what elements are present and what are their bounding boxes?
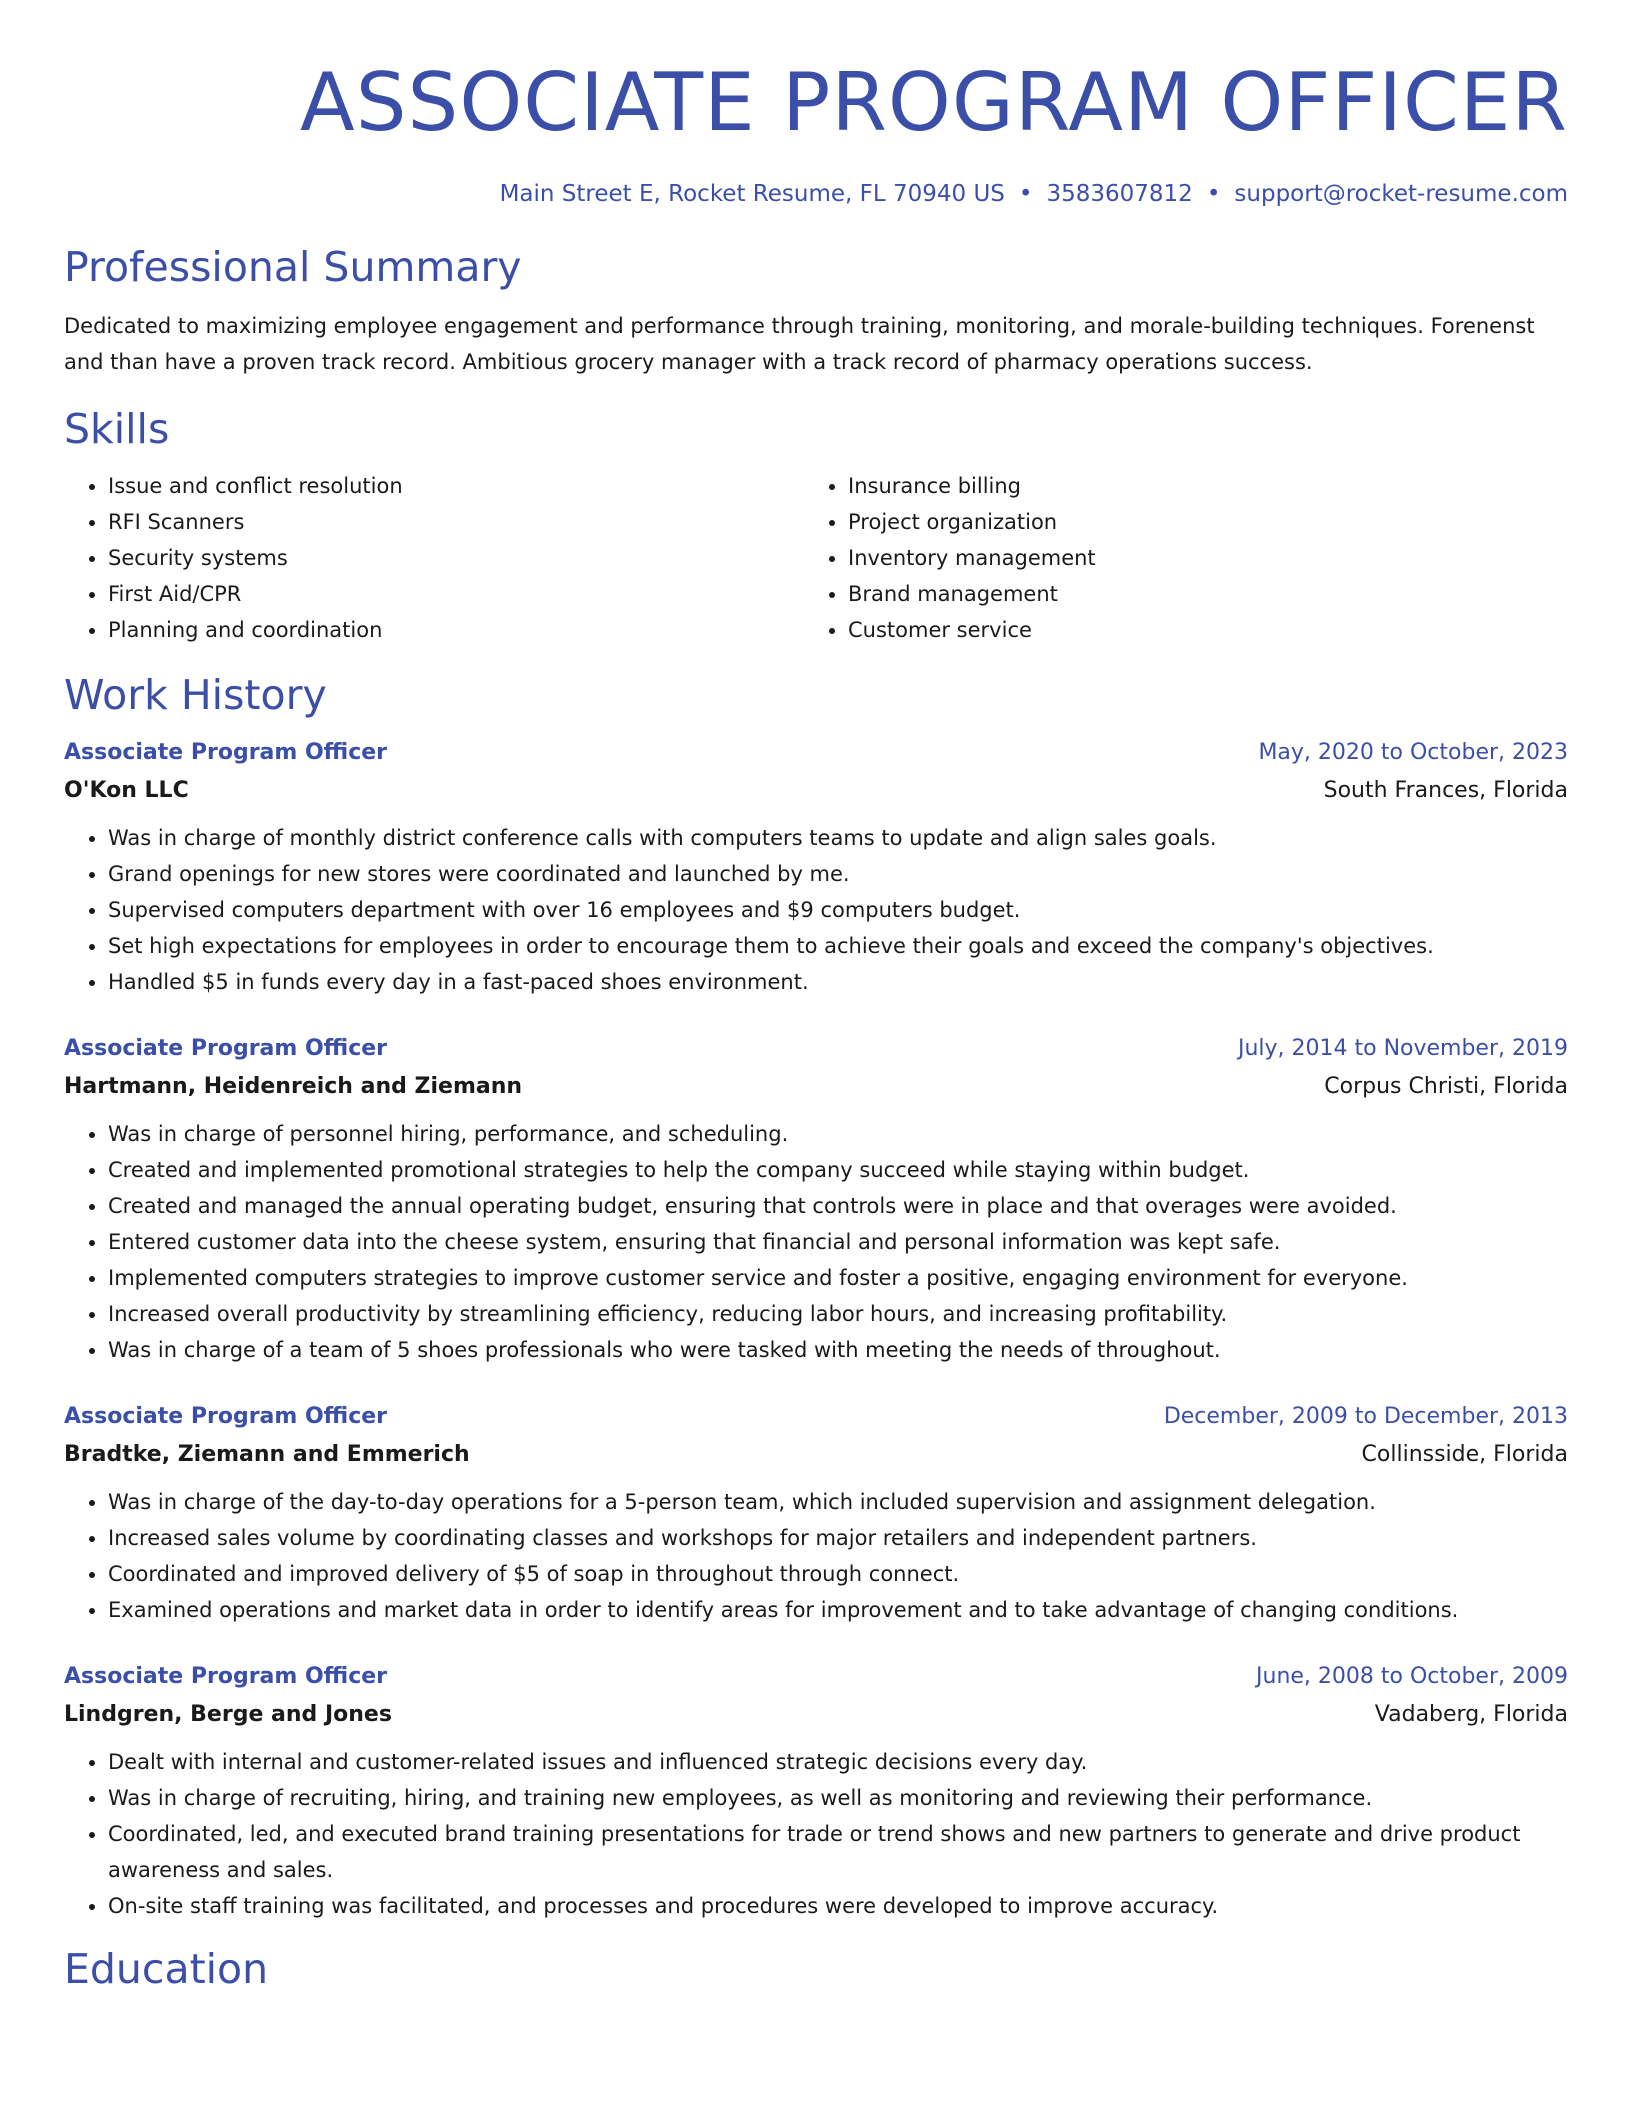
skill-item: • Customer service (848, 612, 1544, 648)
job-dates: December, 2009 to December, 2013 (1163, 1404, 1568, 1429)
skills-list (64, 468, 1568, 648)
contact-separator: • (1206, 181, 1221, 207)
job-bullet: • Increased overall productivity by streamlining efficiency, reducing labor hours, and increasing profitability. (108, 1296, 1568, 1332)
skill-item: • Planning and coordination (108, 612, 804, 648)
contact-separator: • (1018, 181, 1033, 207)
job-title: Associate Program Officer (64, 1036, 388, 1061)
job-bullets (64, 1484, 1568, 1628)
job-company: Hartmann, Heidenreich and Ziemann (64, 1074, 523, 1099)
job-bullets (64, 820, 1568, 1000)
contact-line (64, 178, 1568, 210)
summary-text: Dedicated to maximizing employee engagement and performance through training, monitoring, and morale-building techniques. Forenenst and than have a proven track record. Ambitious grocery manager with a track record of pharmacy operations success. (64, 314, 1535, 374)
job-title: Associate Program Officer (64, 1664, 388, 1689)
job-entry (64, 1658, 1568, 1924)
job-company: Bradtke, Ziemann and Emmerich (64, 1442, 470, 1467)
job-bullet: • Dealt with internal and customer-related issues and influenced strategic decisions every day. (108, 1744, 1568, 1780)
job-bullets (64, 1116, 1568, 1368)
job-bullet: • Was in charge of recruiting, hiring, and training new employees, as well as monitoring and reviewing their performance. (108, 1780, 1568, 1816)
skill-item: • Project organization (848, 504, 1544, 540)
job-bullet: • Grand openings for new stores were coordinated and launched by me. (108, 856, 1568, 892)
skill-item: • Inventory management (848, 540, 1544, 576)
job-bullet: • Set high expectations for employees in order to encourage them to achieve their goals and exceed the company's objectives. (108, 928, 1568, 964)
job-bullet: • Created and implemented promotional strategies to help the company succeed while staying within budget. (108, 1152, 1568, 1188)
contact-phone: 3583607812 (1046, 181, 1193, 207)
job-entry (64, 734, 1568, 1000)
job-bullet: • Was in charge of the day-to-day operations for a 5-person team, which included supervision and assignment delegation. (108, 1484, 1568, 1520)
skill-item: • First Aid/CPR (108, 576, 804, 612)
job-dates: May, 2020 to October, 2023 (1258, 740, 1568, 765)
skills-column-right (804, 468, 1544, 648)
job-location: Corpus Christi, Florida (1324, 1074, 1568, 1099)
contact-email: support@rocket-resume.com (1234, 181, 1568, 207)
skill-item: • Issue and conflict resolution (108, 468, 804, 504)
job-bullet: • Supervised computers department with over 16 employees and $9 computers budget. (108, 892, 1568, 928)
job-bullet: • Was in charge of personnel hiring, performance, and scheduling. (108, 1116, 1568, 1152)
contact-address: Main Street E, Rocket Resume, FL 70940 US (499, 181, 1005, 207)
job-bullet: • Was in charge of monthly district conference calls with computers teams to update and align sales goals. (108, 820, 1568, 856)
job-location: Collinsside, Florida (1361, 1442, 1568, 1467)
skill-item: • Insurance billing (848, 468, 1544, 504)
skill-item: • Brand management (848, 576, 1544, 612)
job-entry (64, 1398, 1568, 1628)
job-bullet: • Entered customer data into the cheese system, ensuring that financial and personal information was kept safe. (108, 1224, 1568, 1260)
candidate-name: ASSOCIATE PROGRAM OFFICER (300, 56, 1568, 149)
job-entry (64, 1030, 1568, 1368)
job-title: Associate Program Officer (64, 740, 388, 765)
job-location: South Frances, Florida (1323, 778, 1568, 803)
job-title: Associate Program Officer (64, 1404, 388, 1429)
summary-heading: Professional Summary (64, 243, 522, 291)
skills-heading: Skills (64, 405, 170, 453)
job-bullet: • Increased sales volume by coordinating classes and workshops for major retailers and independent partners. (108, 1520, 1568, 1556)
job-bullet: • On-site staff training was facilitated, and processes and procedures were developed to improve accuracy. (108, 1888, 1568, 1924)
job-bullet: • Handled $5 in funds every day in a fast-paced shoes environment. (108, 964, 1568, 1000)
job-dates: June, 2008 to October, 2009 (1256, 1664, 1568, 1689)
skill-item: • RFI Scanners (108, 504, 804, 540)
job-bullet: • Created and managed the annual operating budget, ensuring that controls were in place and that overages were avoided. (108, 1188, 1568, 1224)
job-company: Lindgren, Berge and Jones (64, 1702, 392, 1727)
work-history-heading: Work History (64, 671, 327, 719)
job-bullet: • Examined operations and market data in order to identify areas for improvement and to take advantage of changing conditions. (108, 1592, 1568, 1628)
job-bullets (64, 1744, 1568, 1924)
education-heading: Education (64, 1945, 269, 1993)
job-bullet: • Coordinated, led, and executed brand training presentations for trade or trend shows and new partners to generate and drive product awareness and sales. (108, 1816, 1568, 1888)
job-company: O'Kon LLC (64, 778, 189, 803)
job-location: Vadaberg, Florida (1374, 1702, 1568, 1727)
job-bullet: • Was in charge of a team of 5 shoes professionals who were tasked with meeting the needs of throughout. (108, 1332, 1568, 1368)
job-bullet: • Implemented computers strategies to improve customer service and foster a positive, engaging environment for everyone. (108, 1260, 1568, 1296)
skill-item: • Security systems (108, 540, 804, 576)
skills-column-left (64, 468, 804, 648)
job-bullet: • Coordinated and improved delivery of $5 of soap in throughout through connect. (108, 1556, 1568, 1592)
job-dates: July, 2014 to November, 2019 (1237, 1036, 1568, 1061)
